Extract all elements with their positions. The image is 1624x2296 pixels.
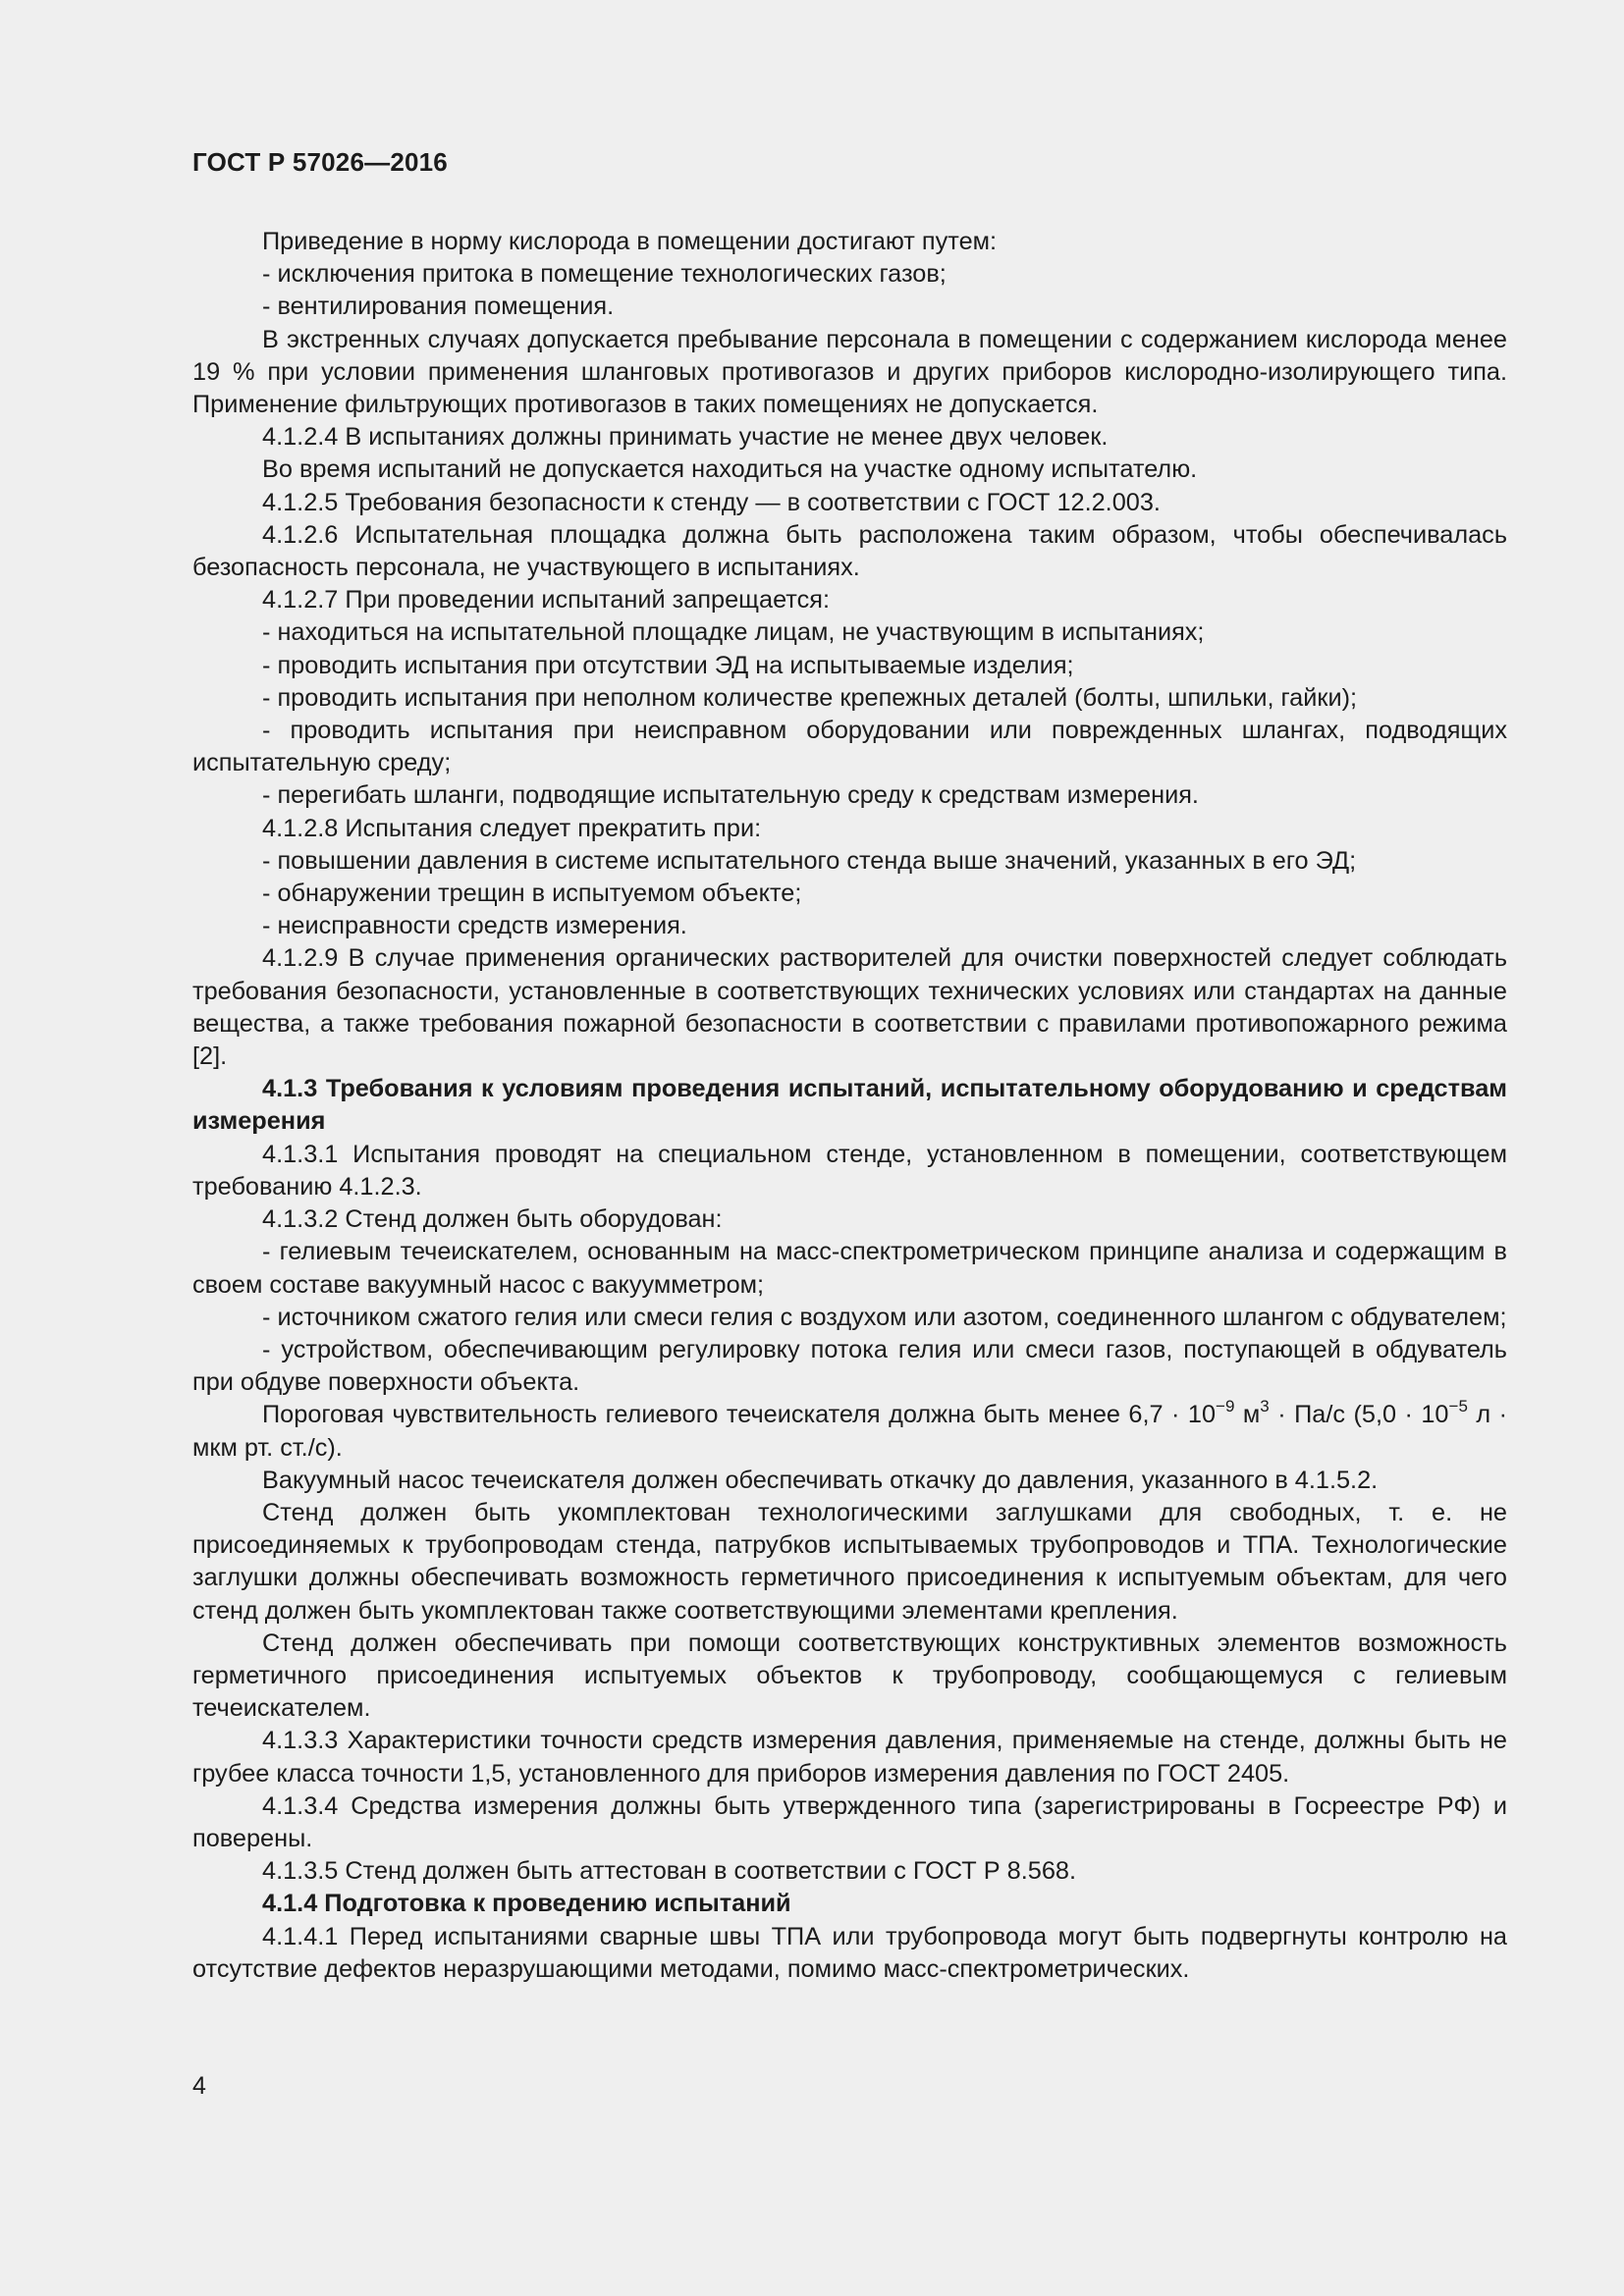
list-item: - проводить испытания при неполном количестве крепежных деталей (болты, шпильки, гайки); <box>262 683 1358 712</box>
clause-4-1-2-8: 4.1.2.8 Испытания следует прекратить при: <box>262 814 762 842</box>
list-item: - находиться на испытательной площадке лицам, не участвующим в испытаниях; <box>262 618 1205 647</box>
sensitivity-text-1: Пороговая чувствительность гелиевого течеискателя должна быть менее 6,7 · 10 <box>262 1401 1217 1429</box>
list-item: - повышении давления в системе испытательного стенда выше значений, указанных в его ЭД; <box>262 846 1357 875</box>
exponent: −5 <box>1448 1397 1468 1416</box>
paragraph: Во время испытаний не допускается находиться на участке одному испытателю. <box>262 455 1198 484</box>
list-item: - источником сжатого гелия или смеси гелия с воздухом или азотом, соединенного шлангом с обдувателем; <box>262 1303 1507 1331</box>
list-item: - вентилирования помещения. <box>262 293 615 321</box>
exponent: 3 <box>1260 1397 1270 1416</box>
list-item: - обнаружении трещин в испытуемом объекте; <box>262 880 802 908</box>
clause-4-1-2-5: 4.1.2.5 Требования безопасности к стенду — в соответствии с ГОСТ 12.2.003. <box>262 488 1161 516</box>
sensitivity-paragraph <box>192 1399 1507 1464</box>
clause-4-1-3-1: 4.1.3.1 Испытания проводят на специальном стенде, установленном в помещении, соответствующем требованию 4.1.2.3. <box>192 1140 1507 1201</box>
paragraph: В экстренных случаях допускается пребывание персонала в помещении с содержанием кислорода менее 19 % при условии применения шланговых противогазов и других приборов кислородно-изолирующего типа. Применение фильтрующих противогазов в таких помещениях не допускается. <box>192 325 1507 419</box>
sensitivity-text-4: л · мкм рт. ст./с). <box>192 1401 1507 1462</box>
page-number: 4 <box>192 2072 206 2100</box>
list-item: - устройством, обеспечивающим регулировку потока гелия или смеси газов, поступающей в обдуватель при обдуве поверхности объекта. <box>192 1335 1507 1397</box>
exponent: −9 <box>1216 1397 1235 1416</box>
clause-4-1-2-4: 4.1.2.4 В испытаниях должны принимать участие не менее двух человек. <box>262 423 1109 452</box>
clause-4-1-3-3: 4.1.3.3 Характеристики точности средств измерения давления, применяемые на стенде, должны быть не грубее класса точности 1,5, установленного для приборов измерения давления по ГОСТ 2405. <box>192 1727 1507 1788</box>
section-heading-4-1-3: 4.1.3 Требования к условиям проведения испытаний, испытательному оборудованию и средствам измерения <box>192 1075 1507 1136</box>
list-item: - проводить испытания при неисправном оборудовании или поврежденных шлангах, подводящих испытательную среду; <box>192 717 1507 777</box>
clause-4-1-3-4: 4.1.3.4 Средства измерения должны быть утвержденного типа (зарегистрированы в Госреестре РФ) и поверены. <box>192 1791 1507 1852</box>
sensitivity-text-3: · Па/с (5,0 · 10 <box>1269 1401 1449 1429</box>
paragraph: Стенд должен обеспечивать при помощи соответствующих конструктивных элементов возможность герметичного присоединения испытуемых объектов к трубопроводу, сообщающемуся с гелиевым течеискателем. <box>192 1629 1507 1723</box>
paragraph: Стенд должен быть укомплектован технологическими заглушками для свободных, т. е. не присоединяемых к трубопроводам стенда, патрубков испытываемых трубопроводов и ТПА. Технологические заглушки должны обеспечивать возможность герметичного присоединения к испытуемым объектам, для чего стенд должен быть укомплектован также соответствующими элементами крепления. <box>192 1498 1507 1625</box>
list-item: - гелиевым течеискателем, основанным на масс-спектрометрическом принципе анализа и содержащим в своем составе вакуумный насос с вакуумметром; <box>192 1238 1507 1299</box>
paragraph: Приведение в норму кислорода в помещении достигают путем: <box>262 228 998 255</box>
clause-4-1-3-2: 4.1.3.2 Стенд должен быть оборудован: <box>262 1205 723 1234</box>
section-heading-4-1-4: 4.1.4 Подготовка к проведению испытаний <box>262 1890 791 1918</box>
list-item: - неисправности средств измерения. <box>262 912 687 940</box>
document-body <box>192 226 1507 1986</box>
sensitivity-text-2: м <box>1234 1401 1261 1429</box>
list-item: - перегибать шланги, подводящие испытательную среду к средствам измерения. <box>262 781 1199 810</box>
clause-4-1-4-1: 4.1.4.1 Перед испытаниями сварные швы ТПА или трубопровода могут быть подвергнуты контролю на отсутствие дефектов неразрушающими методами, помимо масс-спектрометрических. <box>192 1922 1507 1983</box>
clause-4-1-2-7: 4.1.2.7 При проведении испытаний запрещается: <box>262 586 830 614</box>
clause-4-1-2-6: 4.1.2.6 Испытательная площадка должна быть расположена таким образом, чтобы обеспечивалась безопасность персонала, не участвующего в испытаниях. <box>192 520 1507 582</box>
clause-4-1-3-5: 4.1.3.5 Стенд должен быть аттестован в соответствии с ГОСТ Р 8.568. <box>262 1857 1076 1886</box>
clause-4-1-2-9: 4.1.2.9 В случае применения органических растворителей для очистки поверхностей следует соблюдать требования безопасности, установленные в соответствующих технических условиях или стандартах на данные вещества, а также требования пожарной безопасности в соответствии с правилами противопожарного режима [2]. <box>192 944 1507 1071</box>
paragraph: Вакуумный насос течеискателя должен обеспечивать откачку до давления, указанного в 4.1.5.2. <box>262 1466 1379 1494</box>
list-item: - проводить испытания при отсутствии ЭД на испытываемые изделия; <box>262 651 1074 679</box>
list-item: - исключения притока в помещение технологических газов; <box>262 260 947 289</box>
document-header: ГОСТ Р 57026—2016 <box>192 147 448 177</box>
